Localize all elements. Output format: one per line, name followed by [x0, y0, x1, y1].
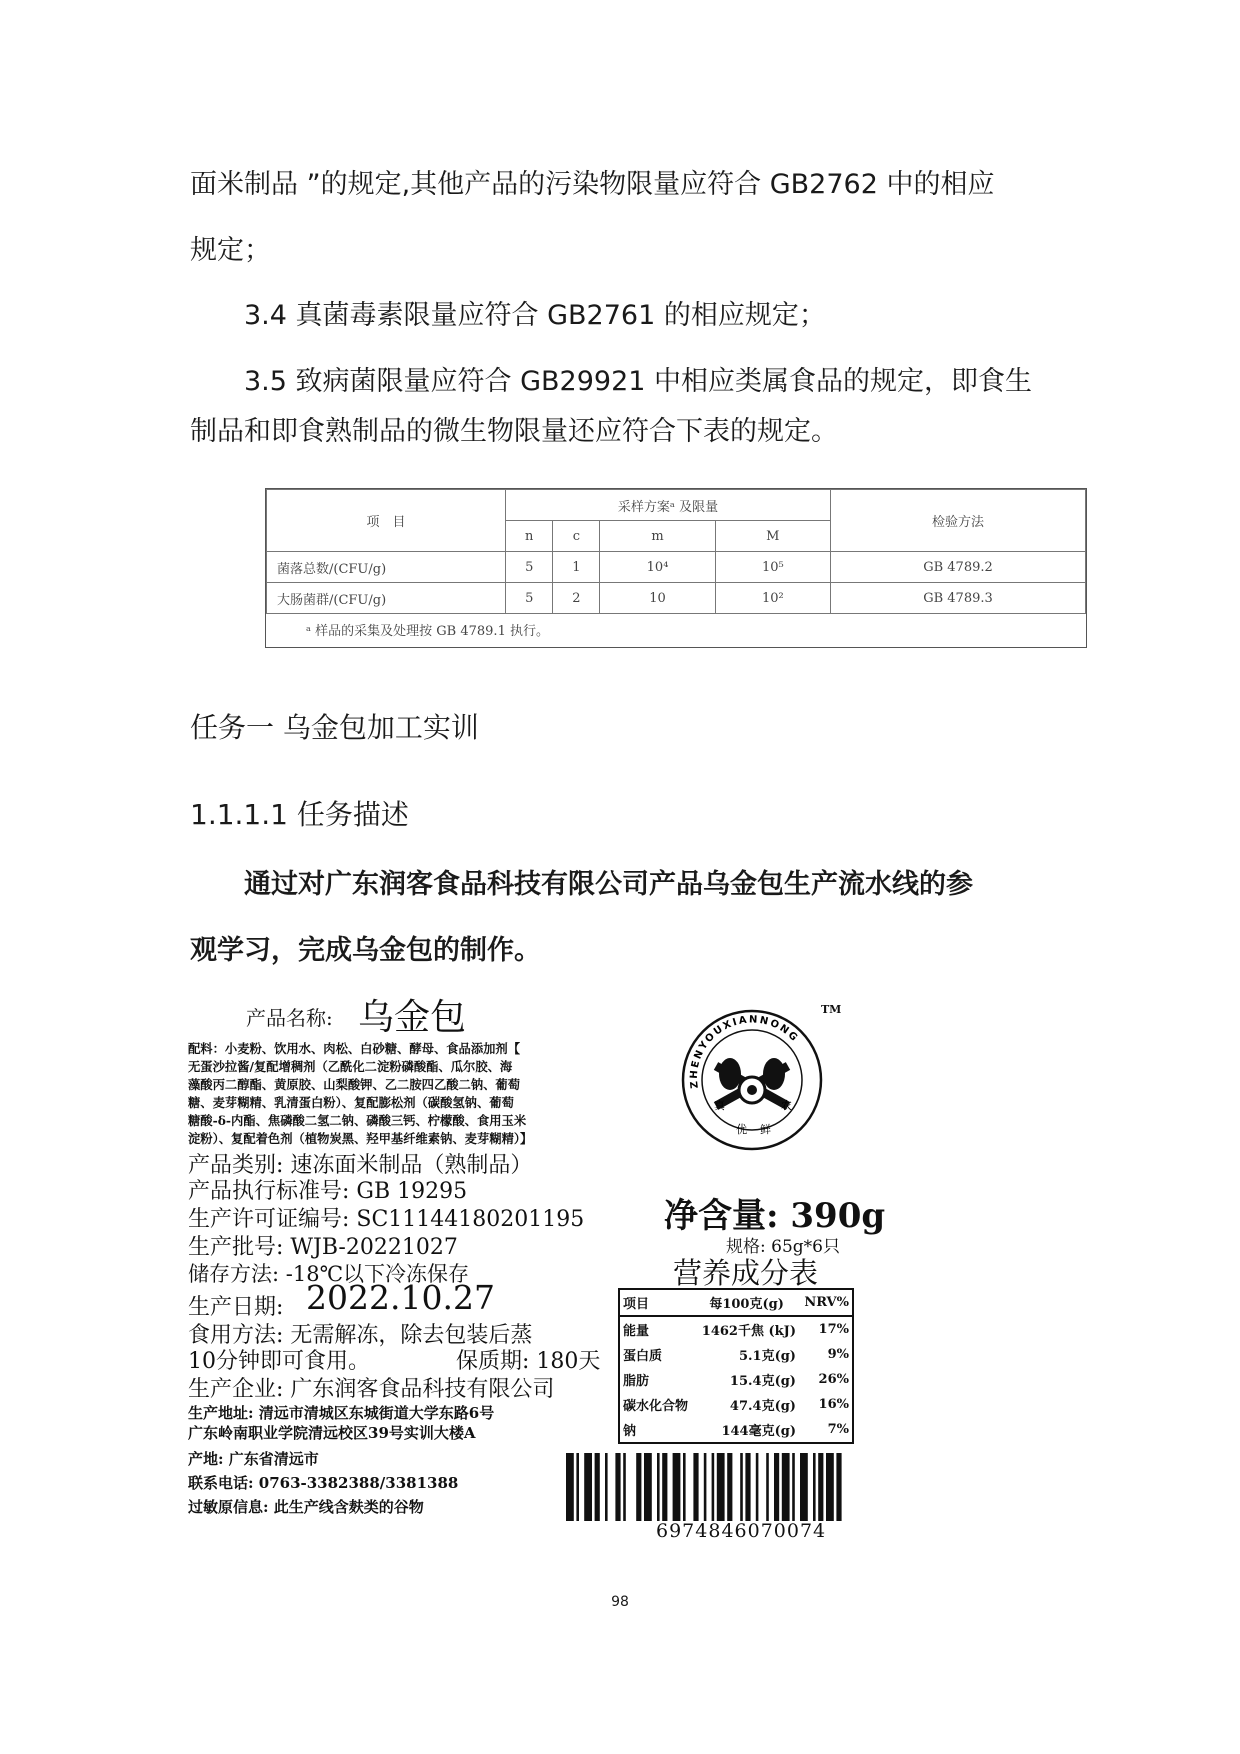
batch-number: 生产批号: WJB-20221027	[188, 1235, 458, 1260]
barcode-bar	[576, 1453, 579, 1521]
nutrition-table	[618, 1288, 854, 1444]
table-subheader: c	[553, 521, 600, 552]
table-cell: 7%	[827, 1422, 849, 1437]
svg-text:鲜: 鲜	[760, 1123, 771, 1136]
barcode-icon	[566, 1453, 881, 1525]
shelf-life: 保质期: 180天	[456, 1349, 601, 1374]
barcode-bar	[782, 1453, 790, 1521]
table-cell: 钠	[623, 1424, 637, 1439]
barcode-bar	[615, 1453, 620, 1521]
product-standard: 产品执行标准号: GB 19295	[188, 1179, 468, 1204]
barcode-bar	[657, 1453, 660, 1521]
barcode-bar	[693, 1453, 698, 1521]
production-date: 2022.10.27	[306, 1278, 495, 1317]
table-cell: 10	[600, 583, 715, 614]
production-address-cont: 广东岭南职业学院清远校区39号实训大楼A	[188, 1424, 476, 1442]
table-row	[619, 1367, 853, 1392]
svg-text:ZHENYOUXIANNONG: ZHENYOUXIANNONG	[688, 1014, 801, 1089]
barcode-bar	[740, 1453, 743, 1521]
table-cell: GB 4789.3	[831, 583, 1086, 614]
table-cell: 大肠菌群/(CFU/g)	[267, 583, 506, 614]
table-cell: 1462千焦 (kJ)	[701, 1324, 796, 1339]
table-header-method: 检验方法	[831, 490, 1086, 552]
product-category: 产品类别: 速冻面米制品（熟制品）	[188, 1153, 533, 1178]
barcode-bar	[774, 1453, 779, 1521]
barcode-bar	[826, 1453, 834, 1521]
table-header-item: 项 目	[267, 490, 506, 552]
table-row	[619, 1289, 853, 1316]
barcode-bar	[673, 1453, 681, 1521]
svg-text:优: 优	[736, 1123, 747, 1136]
barcode-bar	[813, 1453, 816, 1521]
table-row	[619, 1316, 853, 1342]
table-subheader: n	[506, 521, 553, 552]
barcode-bar	[644, 1453, 652, 1521]
barcode-bar	[800, 1453, 808, 1521]
table-cell: 5.1克(g)	[738, 1349, 796, 1364]
table-cell: 项目	[619, 1289, 694, 1316]
barcode-bar	[636, 1453, 641, 1521]
table-subheader: M	[715, 521, 830, 552]
microbiological-limits-table	[265, 488, 1087, 648]
barcode-bar	[712, 1453, 715, 1521]
svg-text:真: 真	[714, 1099, 725, 1112]
table-cell: 16%	[818, 1397, 849, 1412]
table-cell: 47.4克(g)	[729, 1399, 796, 1414]
table-cell: 26%	[818, 1372, 849, 1387]
barcode-bar	[662, 1453, 667, 1521]
paragraph-3-4: 3.4 真菌毒素限量应符合 GB2761 的相应规定；	[244, 300, 826, 331]
table-cell: 17%	[818, 1322, 849, 1337]
product-label-image	[188, 988, 886, 1546]
specification: 规格: 65g*6只	[726, 1237, 840, 1257]
table-row	[267, 552, 1086, 583]
paragraph-line: 规定；	[190, 235, 271, 266]
product-name-label: 产品名称:	[246, 1006, 333, 1030]
table-cell: 每100克(g)	[694, 1289, 799, 1316]
table-row	[267, 583, 1086, 614]
production-license: 生产许可证编号: SC11144180201195	[188, 1207, 585, 1232]
production-date-label: 生产日期:	[188, 1295, 284, 1320]
table-cell: 能量	[623, 1324, 650, 1339]
barcode-bar	[792, 1453, 795, 1521]
table-cell: GB 4789.2	[831, 552, 1086, 583]
table-cell: 9%	[827, 1347, 849, 1362]
barcode-bar	[566, 1453, 574, 1521]
task-heading: 任务一 乌金包加工实训	[190, 711, 479, 744]
table-cell: 菌落总数/(CFU/g)	[267, 552, 506, 583]
barcode-bar	[756, 1453, 759, 1521]
origin: 产地: 广东省清远市	[188, 1450, 319, 1468]
task-description-line: 通过对广东润客食品科技有限公司产品乌金包生产流水线的参	[244, 869, 973, 900]
page-number: 98	[611, 1594, 629, 1610]
nutrition-title: 营养成分表	[673, 1256, 819, 1290]
table-footnote: ᵃ 样品的采集及处理按 GB 4789.1 执行。	[306, 624, 549, 639]
barcode-bar	[766, 1453, 769, 1521]
barcode-bar	[717, 1453, 725, 1521]
table-cell: 2	[553, 583, 600, 614]
barcode-bar	[584, 1453, 592, 1521]
barcode-bar	[605, 1453, 608, 1521]
product-name: 乌金包	[358, 997, 467, 1038]
paragraph-3-5: 3.5 致病菌限量应符合 GB29921 中相应类属食品的规定，即食生	[244, 366, 1033, 397]
barcode-bar	[836, 1453, 841, 1521]
table-cell: 15.4克(g)	[729, 1374, 796, 1389]
table-cell: 10⁴	[600, 552, 715, 583]
table-row	[619, 1417, 853, 1443]
usage-method: 食用方法: 无需解冻，除去包装后蒸	[188, 1323, 533, 1348]
barcode-bar	[818, 1453, 823, 1521]
phone: 联系电话: 0763-3382388/3381388	[188, 1474, 459, 1492]
table-row	[619, 1342, 853, 1367]
barcode-bar	[623, 1453, 626, 1521]
barcode-bar	[683, 1453, 686, 1521]
barcode-bar	[595, 1453, 600, 1521]
table-cell: NRV%	[799, 1289, 853, 1316]
table-cell: 144毫克(g)	[721, 1424, 796, 1439]
table-cell: 5	[506, 552, 553, 583]
table-cell: 10²	[715, 583, 830, 614]
section-heading: 1.1.1.1 任务描述	[190, 798, 409, 831]
table-cell: 10⁵	[715, 552, 830, 583]
task-description-line: 观学习，完成乌金包的制作。	[190, 935, 541, 966]
allergen-info: 过敏原信息: 此生产线含麸类的谷物	[188, 1498, 424, 1516]
brand-logo-icon	[680, 1008, 824, 1152]
table-header-sampling: 采样方案ᵃ 及限量	[506, 490, 831, 521]
table-cell: 蛋白质	[623, 1349, 663, 1364]
production-address: 生产地址: 清远市清城区东城街道大学东路6号	[188, 1404, 495, 1422]
table-cell: 脂肪	[623, 1374, 650, 1389]
usage-method-cont: 10分钟即可食用。	[188, 1349, 370, 1374]
svg-text:农: 农	[781, 1099, 792, 1112]
net-content: 净含量: 390g	[664, 1196, 886, 1236]
barcode-bar	[704, 1453, 707, 1521]
table-cell: 1	[553, 552, 600, 583]
paragraph-line: 面米制品 ”的规定,其他产品的污染物限量应符合 GB2762 中的相应	[190, 169, 995, 200]
ingredients: 配料：小麦粉、饮用水、肉松、白砂糖、酵母、食品添加剂【 无蛋沙拉酱/复配增稠剂（乙酰化二淀粉磷酸酯、瓜尔胶、海 藻酸丙二醇酯、黄原胶、山梨酸钾、乙二胺四乙酸二钠、葡萄 糖、麦芽糊精、乳清蛋白粉）、复配膨松剂（碳酸氢钠、葡萄 糖酸-δ-内酯、焦磷酸二氢二钠、磷酸三钙、柠檬酸、食用玉米 淀粉）、复配着色剂（植物炭黑、羟甲基纤维素钠、麦芽糊精）】	[188, 1041, 533, 1146]
manufacturer: 生产企业: 广东润客食品科技有限公司	[188, 1377, 555, 1402]
table-cell: 碳水化合物	[623, 1399, 689, 1414]
table-cell: 5	[506, 583, 553, 614]
barcode-bar	[727, 1453, 732, 1521]
trademark-mark: TM	[821, 1003, 842, 1016]
storage-method: 储存方法: -18℃以下冷冻保存	[188, 1262, 470, 1286]
table-row	[619, 1392, 853, 1417]
table-subheader: m	[600, 521, 715, 552]
barcode-number: 6974846070074	[656, 1520, 827, 1542]
barcode-bar	[745, 1453, 750, 1521]
paragraph-line: 制品和即食熟制品的微生物限量还应符合下表的规定。	[190, 416, 838, 447]
